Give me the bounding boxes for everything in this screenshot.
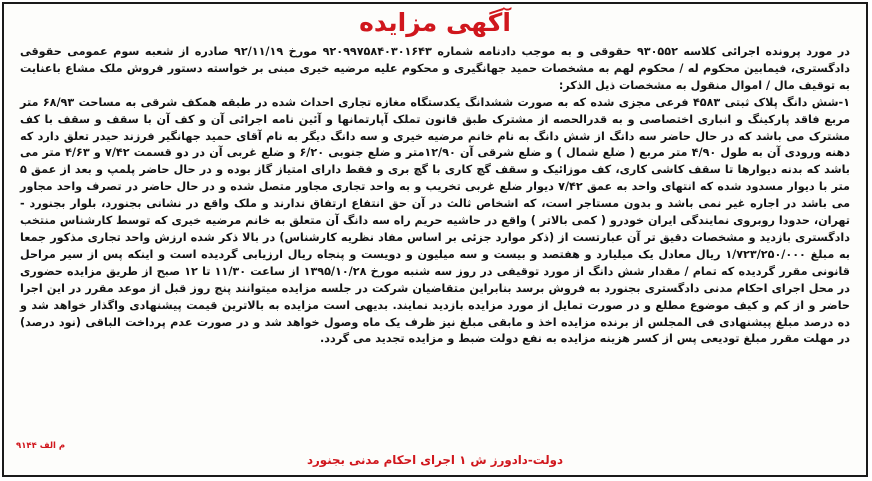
notice-frame bbox=[2, 2, 868, 477]
notice-body bbox=[20, 44, 850, 348]
notice-footer bbox=[4, 441, 866, 471]
notice-title: آگهی مزایده bbox=[359, 8, 511, 37]
notice-property-paragraph: ۱-شش دانگ پلاک ثبتی ۴۵۸۳ فرعی مجزی شده که به صورت ششدانگ یکدستگاه مغازه تجاری احداث شده در طبقه همکف شرقی به مساحت ۶۸/۹۳ متر مربع فاقد پارکینگ و انباری اختصاصی و به قدرالحصه از مشترک طبق قانون تملک آپارتمانها و آئین نامه اجرائی آن و کف آن با سقف و سقف با کف مشترک می باشد که در حال حاضر سه دانگ از شش دانگ به نام خانم مرضیه خیری و سه دانگ دیگر به نام آقای حمید جهانگیر فرزند حیدر تعلق دارد که دهنه ورودی آن به طول ۴/۹۰ متر مربع ( ضلع شمال ) و ضلع شرقی آن ۱۲/۹۰متر و ضلع جنوبی ۶/۲۰ و ضلع غربی آن در دو قسمت ۷/۴۲ و ۴/۶۳ متر می باشد که بدنه دیوارها تا سقف کاشی کاری، کف موزائیک و سقف گچ کاری با گچ بری و فقط دارای امتیاز گاز بوده و در حال حاضر پلمپ و بعد از عمق ۵ متر با دیوار مسدود شده که انتهای واحد به عمق ۷/۴۲ دیوار ضلع غربی تخریب و به واحد تجاری مجاور متصل شده و در حال حاضر در تصرف واحد مجاور می باشد در اجاره غیر نمی باشد و بدون مستاجر است، که اشخاص ثالث در آن حق انتفاع ارتفاق ندارند و ملک واقع در نشانی بجنورد، بلوار بجنورد - تهران، حدودا روبروی نمایندگی ایران خودرو ( کمی بالاتر ) واقع در حاشیه حریم راه سه دانگ آن متعلق به خانم مرضیه خیری که توسط کارشناس منتخب دادگستری بازدید و مشخصات دقیق تر آن عبارتست از (ذکر موارد جزئی بر اساس مفاد نظریه کارشناس) در بالا ذکر شده ارزش واحد تجاری مذکور جمعا به مبلغ ۱/۷۲۳/۲۵۰/۰۰۰ ریال معادل یک میلیارد و هفتصد و بیست و سه میلیون و دویست و پنجاه ریال ارزیابی گردیده است و اینکه پس از سیر مراحل قانونی مقرر گردیده که تمام / مقدار شش دانگ از مورد توقیفی در روز سه شنبه مورخ ۱۳۹۵/۱۰/۲۸ از ساعت ۱۱/۳۰ تا ۱۲ صبح از طریق مزایده حضوری در محل اجرای احکام مدنی دادگستری بجنورد به فروش برسد بنابراین متقاضیان شرکت در جلسه مزایده میتوانند پنج روز قبل از موعد مقرر در این اجرا حاضر و از کم و کیف موضوع مطلع و در صورت تمایل از مورد مزایده بازدید نمایند. بدیهی است مزایده به بالاترین قیمت پیشنهادی واگذار خواهد شد و ده درصد مبلغ پیشنهادی فی المجلس از برنده مزایده اخذ و مابقی مبلغ نیز ظرف یک ماه وصول خواهد شد و در صورت عدم پرداخت الباقی (نود درصد) در مهلت مقرر مبلغ تودیعی پس از کسر هزینه مزایده به نفع دولت ضبط و مزایده تجدید می گردد. bbox=[20, 95, 851, 346]
notice-intro-paragraph: در مورد پرونده اجرائی کلاسه ۹۳۰۵۵۲ حقوقی و به موجب دادنامه شماره ۹۲۰۹۹۷۵۸۴۰۳۰۱۶۴۳ مورخ ۹۲/۱۱/۱۹ صادره از شعبه سوم عمومی حقوقی دادگستری، فیمابین محکوم له / محکوم لهم به مشخصات حمید جهانگیری و محکوم علیه مرضیه خیری مبنی بر خواسته دستور فروش ملک مشاع باعنایت به توقیف مال / اموال منقول به مشخصات ذیل الذکر: bbox=[20, 45, 850, 92]
notice-ref-code: م الف ۹۱۴۴ bbox=[16, 441, 66, 451]
notice-signature: دولت-دادورز ش ۱ اجرای احکام مدنی بجنورد bbox=[306, 453, 564, 467]
